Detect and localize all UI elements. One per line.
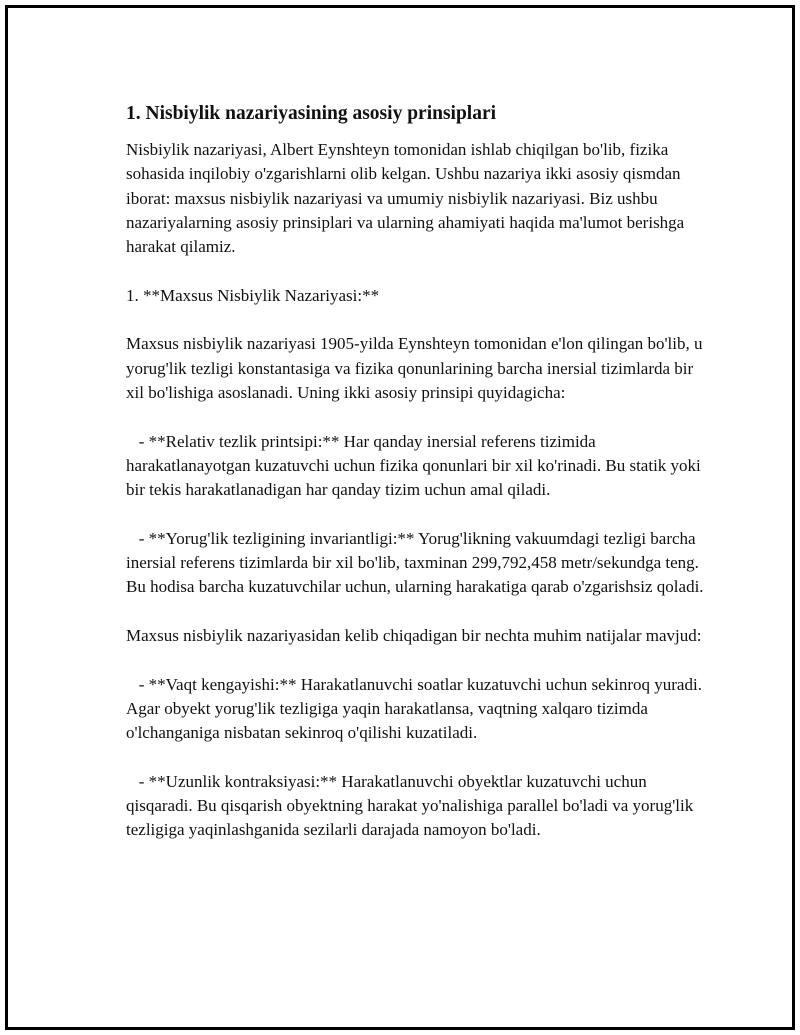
special-relativity-paragraph: Maxsus nisbiylik nazariyasi 1905-yilda Eynshteyn tomonidan e'lon qilingan bo'lib, u yorug'lik tezligi konstantasiga va fizika qonunlarining barcha inersial tizimlarda bir xil bo'lishiga asoslanadi. Uning ikki asosiy prinsipi quyidagicha: [126,334,703,402]
document-title: 1. Nisbiylik nazariyasining asosiy prinsiplari [126,103,497,124]
bullet-length-contraction: - **Uzunlik kontraksiyasi:** Harakatlanuvchi obyektlar kuzatuvchi uchun qisqaradi. Bu qisqarish obyektning harakat yo'nalishiga parallel bo'ladi va yorug'lik tezligiga yaqinlashganida sezilarli darajada namoyon bo'ladi. [126,771,694,840]
intro-paragraph: Nisbiylik nazariyasi, Albert Eynshteyn tomonidan ishlab chiqilgan bo'lib, fizika sohasida inqilobiy o'zgarishlarni olib kelgan. Ushbu nazariya ikki asosiy qismdan iborat: maxsus nisbiylik nazariyasi va umumiy nisbiylik nazariyasi. Biz ushbu nazariyalarning asosiy prinsiplari va ularning ahamiyati haqida ma'lumot berishga harakat qilamiz. [126,140,685,257]
section-heading-special-relativity: 1. **Maxsus Nisbiylik Nazariyasi:** [126,285,380,305]
page-frame [5,5,795,1030]
document-body [126,101,706,867]
bullet-light-speed-invariance: - **Yorug'lik tezligining invariantligi:** Yorug'likning vakuumdagi tezligi barcha inersial referens tizimlarda bir xil bo'lib, taxminan 299,792,458 metr/sekundga teng. Bu hodisa barcha kuzatuvchilar uchun, ularning harakatiga qarab o'zgarishsiz qoladi. [126,528,704,597]
consequences-paragraph: Maxsus nisbiylik nazariyasidan kelib chiqadigan bir nechta muhim natijalar mavjud: [126,625,702,645]
bullet-relative-velocity: - **Relativ tezlik printsipi:** Har qanday inersial referens tizimida harakatlanayotgan kuzatuvchi uchun fizika qonunlari bir xil ko'rinadi. Bu statik yoki bir tekis harakatlanadigan har qanday tizim uchun amal qiladi. [126,431,701,500]
bullet-time-dilation: - **Vaqt kengayishi:** Harakatlanuvchi soatlar kuzatuvchi uchun sekinroq yuradi. Agar obyekt yorug'lik tezligiga yaqin harakatlansa, vaqtning xalqaro tizimda o'lchanganiga nisbatan sekinroq o'qilishi kuzatiladi. [126,674,702,743]
